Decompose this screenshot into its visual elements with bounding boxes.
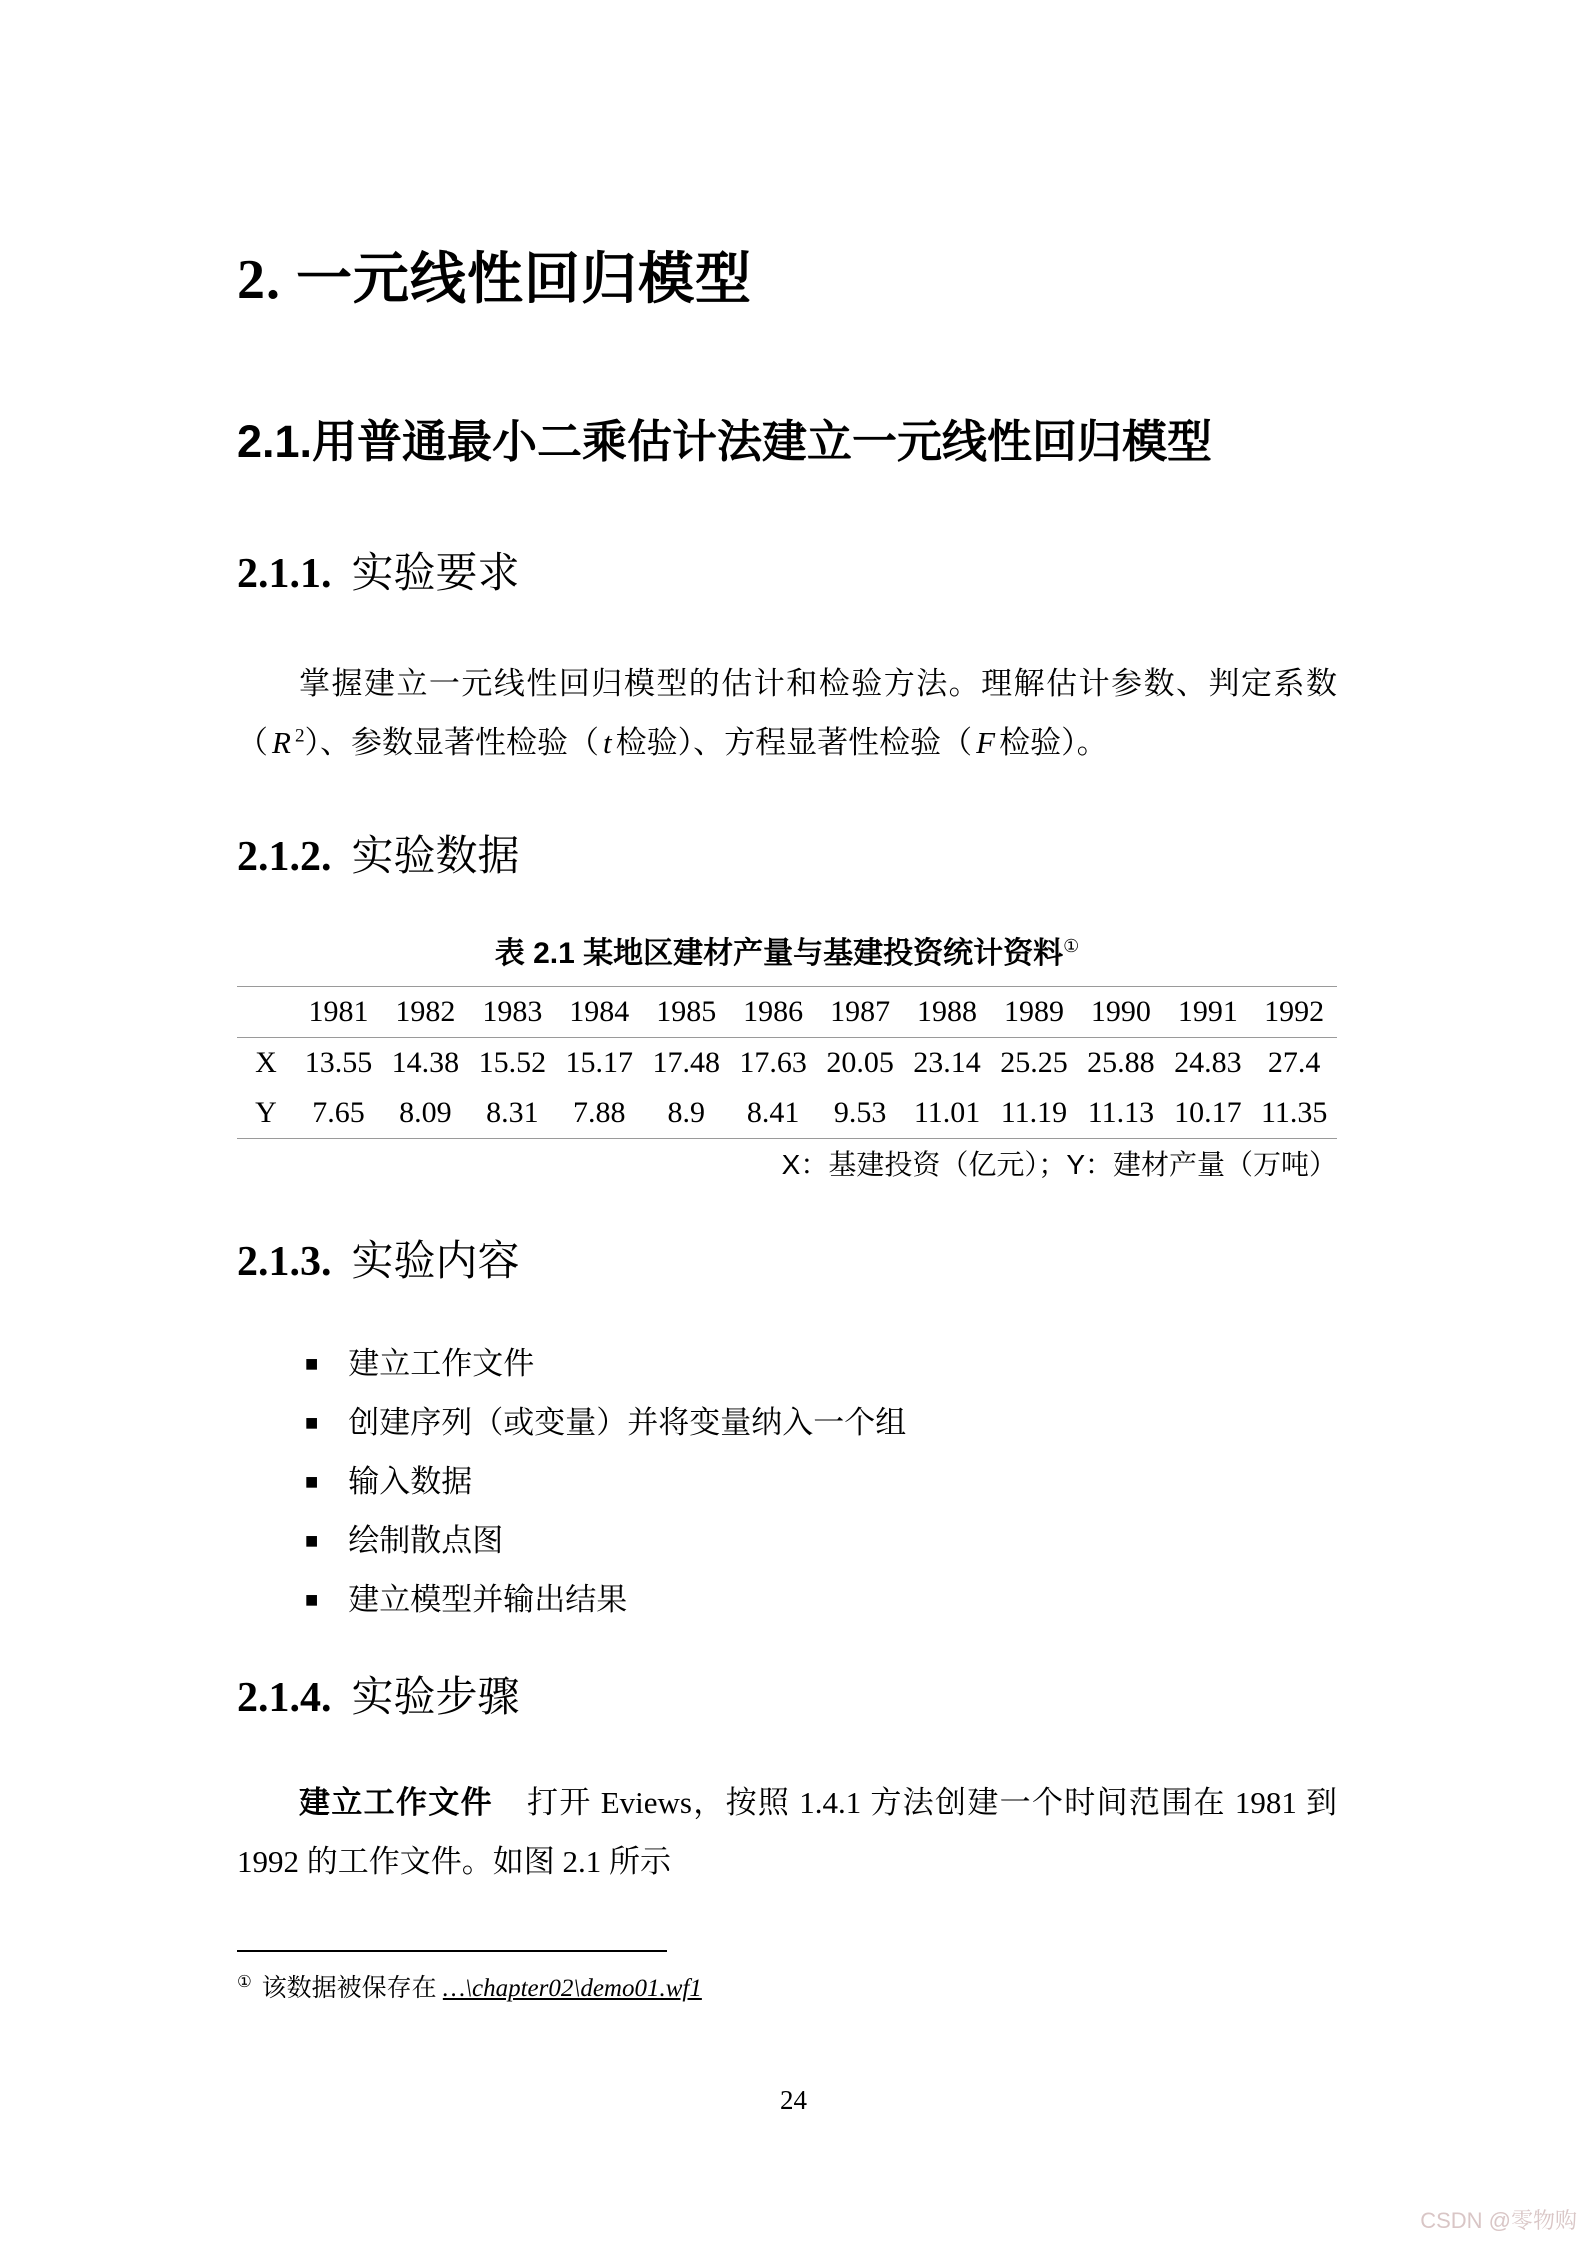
- subsection-2-1-1-heading: [237, 540, 1337, 600]
- table-cell: 9.53: [833, 1095, 887, 1129]
- subsection-number: 2.1.2.: [237, 833, 332, 880]
- table-header-cell: 1984: [569, 994, 630, 1028]
- watermark: CSDN @零物购: [1420, 2208, 1577, 2233]
- math-sup-2: 2: [294, 725, 305, 747]
- list-item-label: 创建序列（或变量）并将变量纳入一个组: [348, 1404, 907, 1440]
- steps-text: 打开 Eviews，按照 1.4.1 方法创建一个时间范围在 1981 到 1992 的工作文件。如图 2.1 所示: [237, 1784, 1337, 1879]
- subsection-label: 实验数据: [351, 833, 520, 880]
- subsection-label: 实验步骤: [351, 1674, 520, 1721]
- table-header-cell: 1983: [482, 994, 543, 1028]
- subsection-label: 实验内容: [351, 1238, 520, 1285]
- subsection-number: 2.1.3.: [237, 1238, 332, 1285]
- table-cell: 15.17: [565, 1045, 634, 1079]
- table-caption-text: 表 2.1 某地区建材产量与基建投资统计资料: [494, 936, 1064, 970]
- data-table: [237, 986, 1337, 1139]
- table-caption: [237, 928, 1337, 972]
- footnote-text: [237, 1968, 1337, 2004]
- table-header-cell: 1985: [656, 994, 717, 1028]
- math-var-F: F: [976, 724, 996, 760]
- chapter-title: [237, 235, 1337, 315]
- table-header-row: [237, 986, 1337, 1037]
- list-item: [305, 1515, 1337, 1560]
- table-header-cell: 1987: [830, 994, 891, 1028]
- table-header-cell: 1988: [917, 994, 978, 1028]
- footnote-marker: ①: [237, 1972, 252, 1991]
- square-bullet-icon: ■: [305, 1468, 319, 1494]
- table-cell: 11.01: [913, 1095, 981, 1129]
- table-header-cell: 1989: [1003, 994, 1064, 1028]
- steps-paragraph: [237, 1774, 1337, 1892]
- table-cell: 27.4: [1267, 1045, 1321, 1079]
- table-cell: 15.52: [478, 1045, 547, 1079]
- table-cell: 20.05: [826, 1045, 894, 1079]
- footnote-divider: [237, 1950, 667, 1952]
- table-legend: X：基建投资（亿元）；Y：建材产量（万吨）: [781, 1148, 1337, 1180]
- subsection-2-1-2-heading: [237, 823, 1337, 883]
- para-text: ）、参数显著性检验（: [304, 724, 600, 760]
- math-var-t: t: [603, 724, 612, 760]
- table-cell: 17.63: [739, 1045, 807, 1079]
- table-cell: 17.48: [652, 1045, 720, 1079]
- list-item: [305, 1397, 1337, 1442]
- section-2-1-heading: 2.1.用普通最小二乘估计法建立一元线性回归模型: [237, 416, 1213, 467]
- table-header-cell: 1981: [308, 994, 369, 1028]
- chapter-title-text: 一元线性回归模型: [296, 247, 752, 310]
- para-text: 检验）。: [999, 724, 1108, 760]
- table-cell: 24.83: [1174, 1045, 1242, 1079]
- list-item-label: 绘制散点图: [348, 1522, 504, 1558]
- subsection-number: 2.1.1.: [237, 551, 332, 597]
- table-cell: 11.19: [1000, 1095, 1068, 1129]
- footnote-body: 该数据被保存在: [261, 1975, 437, 2002]
- footnote-file-path: …\chapter02\demo01.wf1: [442, 1975, 702, 2002]
- list-item-label: 输入数据: [348, 1463, 473, 1499]
- para-text: 检验）、方程显著性检验（: [615, 724, 973, 760]
- list-item-label: 建立模型并输出结果: [348, 1581, 628, 1617]
- chapter-number: 2.: [237, 249, 281, 311]
- table-cell: 8.09: [399, 1095, 452, 1129]
- table-cell: 11.35: [1260, 1095, 1328, 1129]
- table-row-y: [237, 1088, 1337, 1139]
- table-row-x: [237, 1037, 1337, 1088]
- experiment-content-list: [237, 1338, 1337, 1619]
- list-item: [305, 1456, 1337, 1501]
- table-cell: 8.31: [486, 1095, 539, 1129]
- row-label: X: [255, 1045, 277, 1079]
- subsection-number: 2.1.4.: [237, 1674, 332, 1721]
- square-bullet-icon: ■: [305, 1586, 319, 1612]
- table-header-cell: 1992: [1264, 994, 1325, 1028]
- square-bullet-icon: ■: [305, 1527, 319, 1553]
- table-cell: 23.14: [913, 1045, 981, 1079]
- table-header-cell: 1986: [743, 994, 804, 1028]
- table-header-cell: [237, 986, 295, 1037]
- table-header-cell: 1991: [1177, 994, 1238, 1028]
- list-item: [305, 1338, 1337, 1383]
- square-bullet-icon: ■: [305, 1409, 319, 1435]
- subsection-label: 实验要求: [351, 551, 520, 597]
- table-cell: 8.41: [746, 1095, 800, 1129]
- table-cell: 13.55: [304, 1045, 373, 1079]
- steps-lead-bold: 建立工作文件: [299, 1784, 493, 1820]
- subsection-2-1-3-heading: [237, 1228, 1337, 1288]
- table-cell: 8.9: [667, 1095, 705, 1129]
- table-cell: 25.25: [1000, 1045, 1068, 1079]
- requirements-paragraph: [237, 655, 1337, 773]
- math-var-R: R: [272, 724, 291, 760]
- table-header-cell: 1982: [395, 994, 456, 1028]
- para-text: 掌握建立一元线性回归模型的估计和检验方法。理解估计参数、判定系数（: [237, 666, 1337, 760]
- footnote: [237, 1950, 1337, 2004]
- table-cell: 7.65: [312, 1095, 365, 1129]
- table-caption-footnote-marker: ①: [1063, 935, 1080, 956]
- table-cell: 10.17: [1174, 1095, 1242, 1129]
- page-number: 24: [780, 2085, 807, 2115]
- table-cell: 25.88: [1087, 1045, 1155, 1079]
- list-item: [305, 1574, 1337, 1619]
- subsection-2-1-4-heading: [237, 1664, 1337, 1724]
- table-header-cell: 1990: [1090, 994, 1151, 1028]
- table-cell: 11.13: [1087, 1095, 1155, 1129]
- table-cell: 7.88: [573, 1095, 626, 1129]
- row-label: Y: [255, 1095, 277, 1129]
- table-cell: 14.38: [391, 1045, 460, 1079]
- square-bullet-icon: ■: [305, 1350, 319, 1376]
- list-item-label: 建立工作文件: [348, 1345, 535, 1381]
